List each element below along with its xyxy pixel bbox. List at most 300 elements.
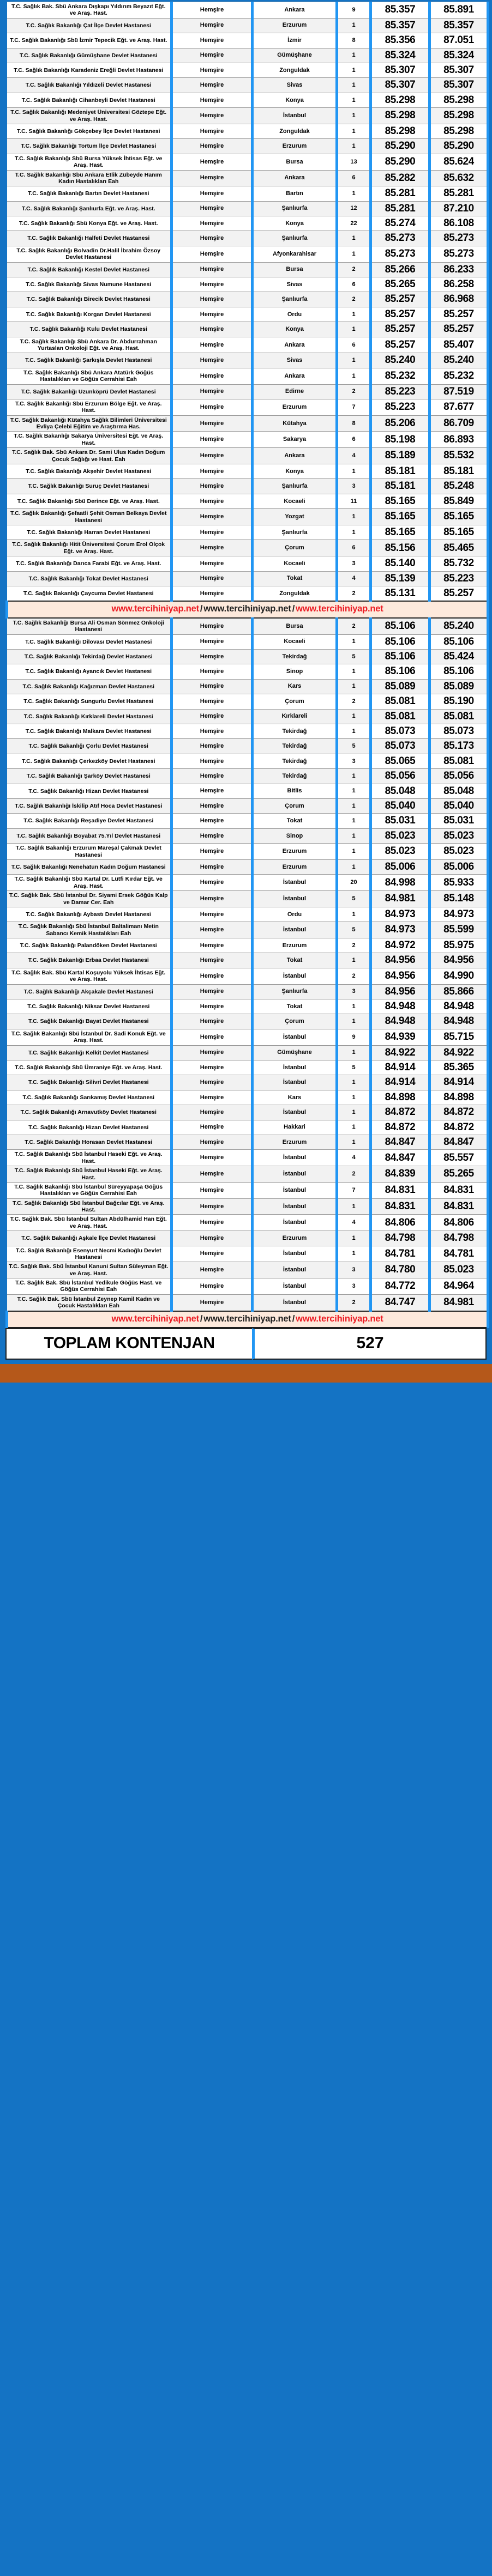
max-score: 85.298 (430, 108, 488, 124)
city-name: Çorum (253, 694, 337, 709)
institution-name: T.C. Sağlık Bakanlığı Sivas Numune Hastanesi (7, 277, 172, 292)
min-score: 85.281 (371, 186, 430, 201)
job-title: Hemşire (172, 1090, 253, 1105)
job-title: Hemşire (172, 1029, 253, 1045)
city-name: Yozgat (253, 509, 337, 525)
table-row (7, 907, 488, 922)
city-name: Kocaeli (253, 634, 337, 649)
quota-count: 2 (337, 694, 371, 709)
min-score: 85.206 (371, 415, 430, 432)
table-row (7, 216, 488, 231)
max-score: 84.914 (430, 1075, 488, 1090)
job-title: Hemşire (172, 432, 253, 448)
quota-count: 1 (337, 1090, 371, 1105)
max-score: 85.715 (430, 1029, 488, 1045)
job-title: Hemşire (172, 353, 253, 368)
city-name: Kars (253, 679, 337, 694)
job-title: Hemşire (172, 1045, 253, 1060)
table-row (7, 540, 488, 556)
job-title: Hemşire (172, 1182, 253, 1198)
max-score: 85.407 (430, 337, 488, 353)
quota-count: 1 (337, 18, 371, 33)
job-title: Hemşire (172, 571, 253, 586)
institution-name: T.C. Sağlık Bakanlığı Tekirdağ Devlet Hastanesi (7, 649, 172, 664)
city-name: Kocaeli (253, 556, 337, 571)
quota-count: 9 (337, 2, 371, 19)
job-title: Hemşire (172, 891, 253, 907)
quota-count: 1 (337, 1198, 371, 1215)
job-title: Hemşire (172, 875, 253, 891)
job-title: Hemşire (172, 307, 253, 322)
job-title: Hemşire (172, 859, 253, 874)
max-score: 85.023 (430, 844, 488, 860)
quota-count: 2 (337, 938, 371, 953)
institution-name: T.C. Sağlık Bak. Sbü İstanbul Kanuni Sultan Süleyman Eğt. ve Araş. Hast. (7, 1262, 172, 1278)
institution-name: T.C. Sağlık Bakanlığı Arnavutköy Devlet Hastanesi (7, 1105, 172, 1120)
max-score: 86.968 (430, 292, 488, 307)
min-score: 85.156 (371, 540, 430, 556)
city-name: Gümüşhane (253, 1045, 337, 1060)
institution-name: T.C. Sağlık Bakanlığı Sbü Erzurum Bölge Eğt. ve Araş. Hast. (7, 399, 172, 415)
quota-count: 1 (337, 709, 371, 724)
quota-count: 5 (337, 739, 371, 754)
min-score: 85.106 (371, 649, 430, 664)
city-name: Erzurum (253, 938, 337, 953)
city-name: İstanbul (253, 1060, 337, 1075)
job-title: Hemşire (172, 246, 253, 262)
min-score: 84.956 (371, 968, 430, 984)
max-score: 85.324 (430, 48, 488, 63)
quota-count: 3 (337, 556, 371, 571)
city-name: Zonguldak (253, 124, 337, 138)
watermark-text-2: www.tercihiniyap.net (203, 1313, 291, 1324)
city-name: Hakkari (253, 1120, 337, 1135)
city-name: Gümüşhane (253, 48, 337, 63)
quota-count: 1 (337, 108, 371, 124)
max-score: 85.031 (430, 814, 488, 828)
city-name: Ankara (253, 337, 337, 353)
table-row (7, 1029, 488, 1045)
city-name: Ordu (253, 907, 337, 922)
max-score: 85.632 (430, 170, 488, 186)
min-score: 85.165 (371, 509, 430, 525)
job-title: Hemşire (172, 694, 253, 709)
max-score: 85.357 (430, 18, 488, 33)
job-title: Hemşire (172, 784, 253, 798)
quota-count: 1 (337, 999, 371, 1014)
watermark-banner-row (7, 1311, 488, 1328)
table-row (7, 649, 488, 664)
table-row (7, 2, 488, 19)
quota-count: 1 (337, 509, 371, 525)
table-row (7, 48, 488, 63)
city-name: İstanbul (253, 891, 337, 907)
max-score: 84.964 (430, 1278, 488, 1295)
max-score: 85.281 (430, 186, 488, 201)
city-name: Tekirdağ (253, 739, 337, 754)
city-name: Konya (253, 93, 337, 107)
min-score: 85.240 (371, 353, 430, 368)
quota-count: 2 (337, 968, 371, 984)
institution-name: T.C. Sağlık Bakanlığı Sbü İstanbul Baltalimanı Metin Sabancı Kemik Hastalıkları Eah (7, 922, 172, 938)
table-row (7, 201, 488, 216)
institution-name: T.C. Sağlık Bakanlığı Sbü Kartal Dr. Lütfi Kırdar Eğt. ve Araş. Hast. (7, 875, 172, 891)
table-row (7, 814, 488, 828)
table-row (7, 922, 488, 938)
city-name: Sakarya (253, 432, 337, 448)
table-row (7, 186, 488, 201)
job-title: Hemşire (172, 664, 253, 679)
quota-count: 1 (337, 1045, 371, 1060)
min-score: 84.780 (371, 1262, 430, 1278)
max-score: 84.948 (430, 1014, 488, 1029)
quota-count: 5 (337, 1060, 371, 1075)
institution-name: T.C. Sağlık Bakanlığı Sbü Konya Eğt. ve Araş. Hast. (7, 216, 172, 231)
institution-name: T.C. Sağlık Bakanlığı Kağızman Devlet Hastanesi (7, 679, 172, 694)
city-name: Bartın (253, 186, 337, 201)
city-name: Tokat (253, 999, 337, 1014)
city-name: Sinop (253, 664, 337, 679)
table-row (7, 1105, 488, 1120)
quota-count: 1 (337, 664, 371, 679)
min-score: 85.273 (371, 246, 430, 262)
city-name: İstanbul (253, 1262, 337, 1278)
min-score: 85.065 (371, 754, 430, 768)
quota-count: 6 (337, 432, 371, 448)
min-score: 84.831 (371, 1182, 430, 1198)
watermark-banner-row (7, 601, 488, 617)
institution-name: T.C. Sağlık Bakanlığı Reşadiye Devlet Hastanesi (7, 814, 172, 828)
table-row (7, 322, 488, 337)
min-score: 85.257 (371, 337, 430, 353)
quota-count: 8 (337, 415, 371, 432)
city-name: Zonguldak (253, 586, 337, 601)
max-score: 85.557 (430, 1150, 488, 1166)
job-title: Hemşire (172, 1246, 253, 1262)
institution-name: T.C. Sağlık Bak. Sbü Ankara Dışkapı Yıldırım Beyazıt Eğt. ve Araş. Hast. (7, 2, 172, 19)
city-name: Bursa (253, 262, 337, 277)
quota-count: 1 (337, 1231, 371, 1246)
min-score: 84.973 (371, 922, 430, 938)
footer-strip (0, 1364, 492, 1383)
job-title: Hemşire (172, 124, 253, 138)
table-row (7, 277, 488, 292)
job-title: Hemşire (172, 216, 253, 231)
city-name: İstanbul (253, 1182, 337, 1198)
city-name: İstanbul (253, 1215, 337, 1231)
job-title: Hemşire (172, 2, 253, 19)
job-title: Hemşire (172, 18, 253, 33)
city-name: Sivas (253, 78, 337, 93)
max-score: 86.233 (430, 262, 488, 277)
min-score: 84.922 (371, 1045, 430, 1060)
city-name: Afyonkarahisar (253, 246, 337, 262)
table-row (7, 709, 488, 724)
quota-table-body (7, 2, 488, 1328)
max-score: 85.365 (430, 1060, 488, 1075)
institution-name: T.C. Sağlık Bakanlığı Darıca Farabi Eğt. ve Araş. Hast. (7, 556, 172, 571)
max-score: 85.624 (430, 154, 488, 170)
institution-name: T.C. Sağlık Bak. Sbü İstanbul Sultan Abdülhamid Han Eğt. ve Araş. Hast. (7, 1215, 172, 1231)
institution-name: T.C. Sağlık Bakanlığı Erbaa Devlet Hastanesi (7, 953, 172, 968)
min-score: 85.181 (371, 479, 430, 494)
city-name: İstanbul (253, 1294, 337, 1311)
institution-name: T.C. Sağlık Bakanlığı Aşkale İlçe Devlet Hastanesi (7, 1231, 172, 1246)
job-title: Hemşire (172, 1262, 253, 1278)
max-score: 85.106 (430, 664, 488, 679)
city-name: İstanbul (253, 922, 337, 938)
max-score: 85.223 (430, 571, 488, 586)
watermark-separator-1: / (200, 1313, 203, 1324)
quota-count: 1 (337, 1105, 371, 1120)
job-title: Hemşire (172, 277, 253, 292)
institution-name: T.C. Sağlık Bakanlığı Kulu Devlet Hastanesi (7, 322, 172, 337)
table-row (7, 231, 488, 246)
city-name: Çorum (253, 540, 337, 556)
table-row (7, 634, 488, 649)
min-score: 85.106 (371, 618, 430, 634)
job-title: Hemşire (172, 814, 253, 828)
institution-name: T.C. Sağlık Bakanlığı Sbü Ankara Dr. Abdurrahman Yurtaslan Onkoloji Eğt. ve Araş. Hast. (7, 337, 172, 353)
table-row (7, 769, 488, 784)
city-name: İstanbul (253, 1105, 337, 1120)
city-name: Sinop (253, 828, 337, 843)
city-name: Bursa (253, 618, 337, 634)
job-title: Hemşire (172, 337, 253, 353)
quota-count: 5 (337, 649, 371, 664)
min-score: 84.831 (371, 1198, 430, 1215)
table-row (7, 384, 488, 399)
min-score: 85.048 (371, 784, 430, 798)
table-row (7, 828, 488, 843)
job-title: Hemşire (172, 634, 253, 649)
max-score: 85.081 (430, 709, 488, 724)
institution-name: T.C. Sağlık Bakanlığı Sbü İzmir Tepecik Eğt. ve Araş. Hast. (7, 33, 172, 48)
city-name: Tokat (253, 953, 337, 968)
max-score: 84.898 (430, 1090, 488, 1105)
city-name: Şanlıurfa (253, 479, 337, 494)
job-title: Hemşire (172, 1198, 253, 1215)
max-score: 87.677 (430, 399, 488, 415)
institution-name: T.C. Sağlık Bak. Sbü İstanbul Yedikule Göğüs Hast. ve Göğüs Cerrahisi Eah (7, 1278, 172, 1295)
min-score: 85.031 (371, 814, 430, 828)
max-score: 84.847 (430, 1135, 488, 1150)
min-score: 85.290 (371, 154, 430, 170)
quota-count: 1 (337, 525, 371, 540)
quota-count: 1 (337, 724, 371, 738)
institution-name: T.C. Sağlık Bakanlığı Sbü Ankara Etlik Zübeyde Hanım Kadın Hastalıkları Eah (7, 170, 172, 186)
min-score: 85.298 (371, 124, 430, 138)
job-title: Hemşire (172, 1294, 253, 1311)
quota-count: 1 (337, 907, 371, 922)
quota-count: 1 (337, 353, 371, 368)
min-score: 84.981 (371, 891, 430, 907)
table-row (7, 571, 488, 586)
job-title: Hemşire (172, 709, 253, 724)
institution-name: T.C. Sağlık Bakanlığı Halfeti Devlet Hastanesi (7, 231, 172, 246)
max-score: 85.257 (430, 586, 488, 601)
min-score: 84.914 (371, 1075, 430, 1090)
job-title: Hemşire (172, 1075, 253, 1090)
max-score: 84.831 (430, 1182, 488, 1198)
min-score: 84.781 (371, 1246, 430, 1262)
table-row (7, 1262, 488, 1278)
quota-count: 1 (337, 464, 371, 478)
quota-count: 2 (337, 384, 371, 399)
quota-count: 1 (337, 1135, 371, 1150)
max-score: 87.519 (430, 384, 488, 399)
institution-name: T.C. Sağlık Bakanlığı Hizan Devlet Hastanesi (7, 784, 172, 798)
max-score: 84.990 (430, 968, 488, 984)
min-score: 85.257 (371, 307, 430, 322)
max-score: 86.258 (430, 277, 488, 292)
max-score: 85.081 (430, 754, 488, 768)
table-row (7, 891, 488, 907)
quota-count: 1 (337, 186, 371, 201)
institution-name: T.C. Sağlık Bakanlığı İskilip Atıf Hoca Devlet Hastanesi (7, 799, 172, 814)
institution-name: T.C. Sağlık Bakanlığı Nenehatun Kadın Doğum Hastanesi (7, 859, 172, 874)
table-row (7, 494, 488, 508)
city-name: Edirne (253, 384, 337, 399)
table-row (7, 93, 488, 107)
job-title: Hemşire (172, 201, 253, 216)
table-row (7, 1246, 488, 1262)
table-row (7, 1075, 488, 1090)
quota-count: 1 (337, 246, 371, 262)
max-score: 85.866 (430, 984, 488, 999)
job-title: Hemşire (172, 999, 253, 1014)
quota-count: 2 (337, 292, 371, 307)
job-title: Hemşire (172, 509, 253, 525)
job-title: Hemşire (172, 754, 253, 768)
min-score: 85.073 (371, 724, 430, 738)
max-score: 85.257 (430, 322, 488, 337)
job-title: Hemşire (172, 799, 253, 814)
max-score: 85.248 (430, 479, 488, 494)
table-row (7, 1120, 488, 1135)
quota-count: 3 (337, 479, 371, 494)
watermark-banner (7, 601, 488, 617)
institution-name: T.C. Sağlık Bakanlığı Horasan Devlet Hastanesi (7, 1135, 172, 1150)
watermark-text-1: www.tercihiniyap.net (111, 604, 199, 614)
max-score: 85.298 (430, 124, 488, 138)
quota-count: 3 (337, 984, 371, 999)
quota-count: 1 (337, 953, 371, 968)
min-score: 84.956 (371, 953, 430, 968)
city-name: Zonguldak (253, 63, 337, 77)
table-row (7, 432, 488, 448)
min-score: 85.307 (371, 63, 430, 77)
max-score: 85.298 (430, 93, 488, 107)
job-title: Hemşire (172, 186, 253, 201)
min-score: 85.081 (371, 694, 430, 709)
institution-name: T.C. Sağlık Bakanlığı Kelkit Devlet Hastanesi (7, 1045, 172, 1060)
max-score: 85.089 (430, 679, 488, 694)
city-name: Bursa (253, 154, 337, 170)
city-name: Erzurum (253, 859, 337, 874)
city-name: Erzurum (253, 1231, 337, 1246)
institution-name: T.C. Sağlık Bakanlığı Sarıkamış Devlet Hastanesi (7, 1090, 172, 1105)
table-row (7, 33, 488, 48)
max-score: 85.040 (430, 799, 488, 814)
job-title: Hemşire (172, 844, 253, 860)
max-score: 85.599 (430, 922, 488, 938)
quota-count: 20 (337, 875, 371, 891)
quota-table-container (5, 2, 487, 1328)
table-row (7, 63, 488, 77)
institution-name: T.C. Sağlık Bakanlığı Karadeniz Ereğli Devlet Hastanesi (7, 63, 172, 77)
institution-name: T.C. Sağlık Bakanlığı Ayancık Devlet Hastanesi (7, 664, 172, 679)
min-score: 85.056 (371, 769, 430, 784)
max-score: 87.051 (430, 33, 488, 48)
table-row (7, 953, 488, 968)
institution-name: T.C. Sağlık Bakanlığı Sbü Ümraniye Eğt. ve Araş. Hast. (7, 1060, 172, 1075)
min-score: 85.266 (371, 262, 430, 277)
max-score: 85.173 (430, 739, 488, 754)
table-row (7, 415, 488, 432)
quota-count: 9 (337, 1029, 371, 1045)
quota-count: 1 (337, 63, 371, 77)
institution-name: T.C. Sağlık Bakanlığı Sbü İstanbul Haseki Eğt. ve Araş. Hast. (7, 1166, 172, 1183)
watermark-text-2: www.tercihiniyap.net (203, 604, 291, 614)
institution-name: T.C. Sağlık Bakanlığı Gökçebey İlçe Devlet Hastanesi (7, 124, 172, 138)
max-score: 85.265 (430, 1166, 488, 1183)
institution-name: T.C. Sağlık Bakanlığı Suruç Devlet Hastanesi (7, 479, 172, 494)
max-score: 85.073 (430, 724, 488, 738)
institution-name: T.C. Sağlık Bakanlığı Silivri Devlet Hastanesi (7, 1075, 172, 1090)
job-title: Hemşire (172, 938, 253, 953)
min-score: 84.872 (371, 1105, 430, 1120)
table-row (7, 509, 488, 525)
city-name: Tekirdağ (253, 649, 337, 664)
min-score: 85.189 (371, 448, 430, 464)
max-score: 85.273 (430, 246, 488, 262)
job-title: Hemşire (172, 828, 253, 843)
max-score: 85.148 (430, 891, 488, 907)
quota-count: 6 (337, 277, 371, 292)
quota-count: 1 (337, 679, 371, 694)
watermark-separator-2: / (292, 604, 295, 614)
table-row (7, 448, 488, 464)
city-name: Ankara (253, 170, 337, 186)
min-score: 85.324 (371, 48, 430, 63)
min-score: 85.290 (371, 139, 430, 154)
max-score: 84.948 (430, 999, 488, 1014)
table-row (7, 368, 488, 384)
table-row (7, 679, 488, 694)
quota-count: 7 (337, 1182, 371, 1198)
job-title: Hemşire (172, 1014, 253, 1029)
max-score: 86.709 (430, 415, 488, 432)
min-score: 85.140 (371, 556, 430, 571)
table-row (7, 984, 488, 999)
min-score: 84.948 (371, 1014, 430, 1029)
city-name: Tokat (253, 814, 337, 828)
job-title: Hemşire (172, 399, 253, 415)
city-name: İstanbul (253, 1150, 337, 1166)
min-score: 85.298 (371, 108, 430, 124)
quota-count: 1 (337, 799, 371, 814)
min-score: 85.131 (371, 586, 430, 601)
institution-name: T.C. Sağlık Bakanlığı Aybastı Devlet Hastanesi (7, 907, 172, 922)
job-title: Hemşire (172, 1135, 253, 1150)
table-row (7, 586, 488, 601)
max-score: 84.872 (430, 1120, 488, 1135)
job-title: Hemşire (172, 139, 253, 154)
job-title: Hemşire (172, 556, 253, 571)
quota-count: 4 (337, 448, 371, 464)
job-title: Hemşire (172, 93, 253, 107)
